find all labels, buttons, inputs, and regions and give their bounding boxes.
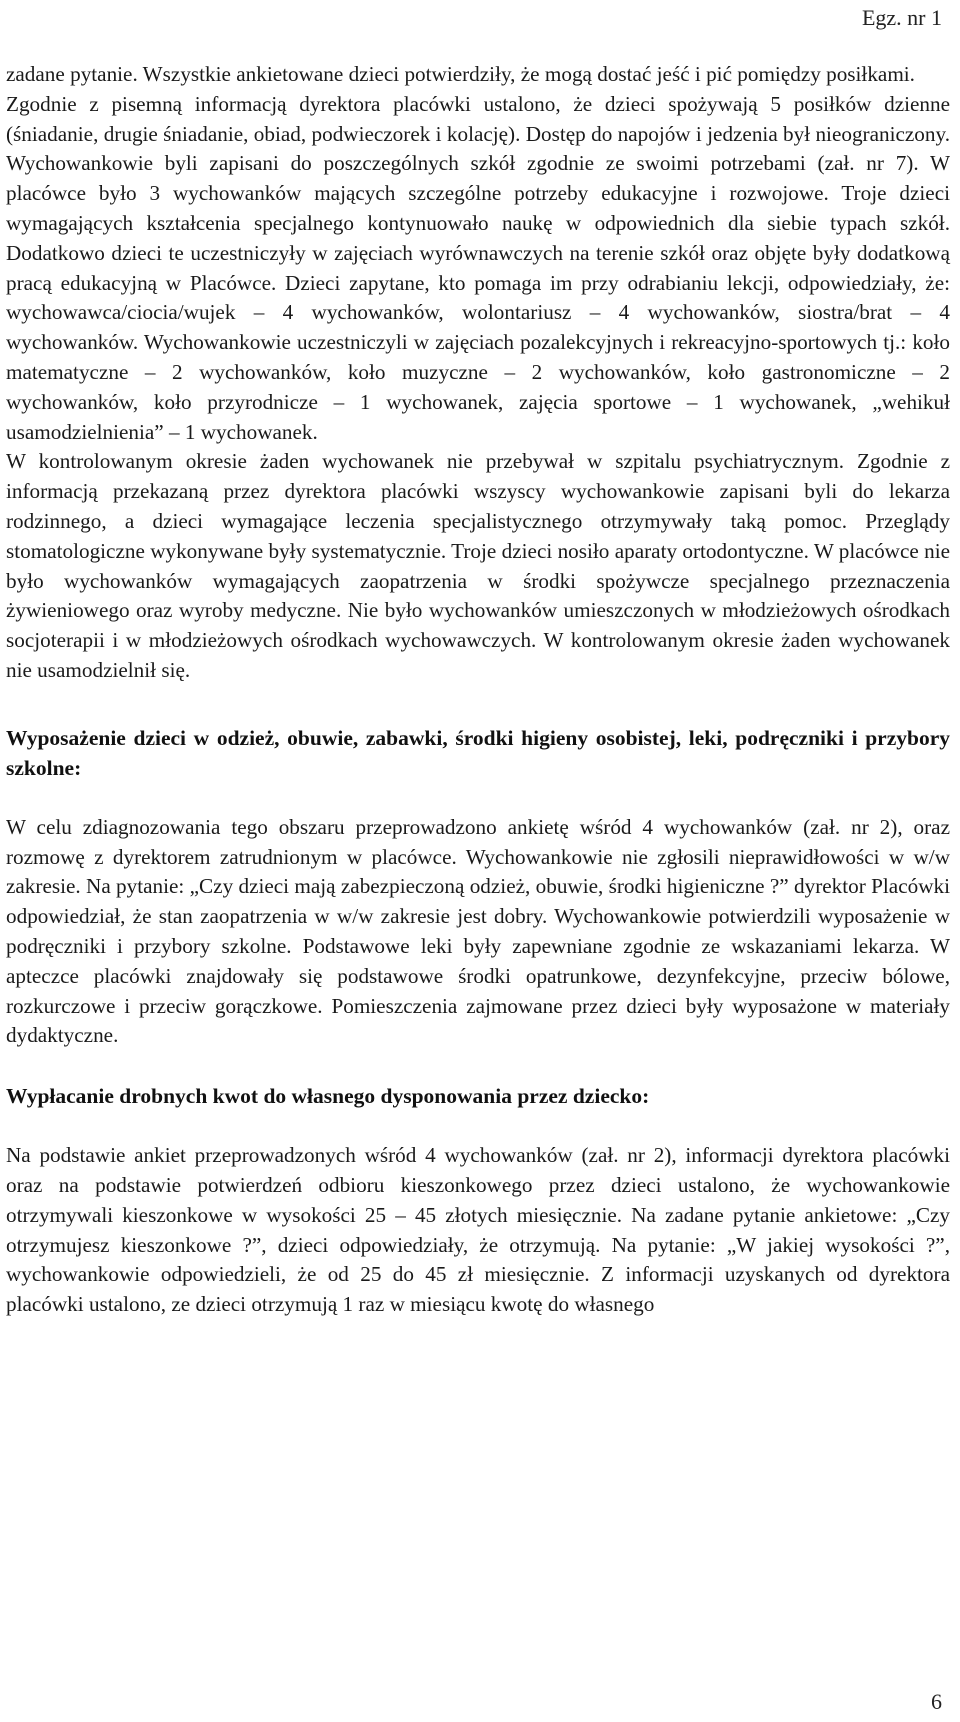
- section-heading-equipment: Wyposażenie dzieci w odzież, obuwie, zabawki, środki higieny osobistej, leki, podręczniki i przybory szkolne:: [6, 725, 950, 780]
- copy-number-label: Egz. nr 1: [861, 5, 942, 30]
- section-spacer: [6, 1111, 950, 1141]
- paragraph-equipment: W celu zdiagnozowania tego obszaru przeprowadzono ankietę wśród 4 wychowanków (zał. nr 2), oraz rozmowę z dyrektorem zatrudnionym w placówce. Wychowankowie nie zgłosili nieprawidłowości w w/w zakresie. Na pytanie: „Czy dzieci mają zabezpieczoną odzież, obuwie, środki higieniczne ?” dyrektor Placówki odpowiedział, że stan zaopatrzenia w w/w zakresie jest dobry. Wychowankowie potwierdzili wyposażenie w podręczniki i przybory szkolne. Podstawowe leki były zapewniane zgodnie ze wskazaniami lekarza. W apteczce placówki znajdowały się podstawowe środki opatrunkowe, dezynfekcyjne, przeciw bólowe, rozkurczowe i przeciw gorączkowe. Pomieszczenia zajmowane przez dzieci były wyposażone w materiały dydaktyczne.: [6, 814, 950, 1048]
- paragraph-health: W kontrolowanym okresie żaden wychowanek nie przebywał w szpitalu psychiatrycznym. Zgodnie z informacją przekazaną przez dyrektora placówki wszyscy wychowankowie zapisani byli do lekarza rodzinnego, a dzieci wymagające leczenia specjalistycznego otrzymywały taką pomoc. Przeglądy stomatologiczne wykonywane były systematycznie. Troje dzieci nosiło aparaty ortodontyczne. W placówce nie było wychowanków wymagających zaopatrzenia w środki spożywcze specjalnego przeznaczenia żywieniowego oraz wyroby medyczne. Nie było wychowanków umieszczonych w młodzieżowych ośrodkach socjoterapii i w młodzieżowych ośrodkach wychowawczych. W kontrolowanym okresie żaden wychowanek nie usamodzielnił się.: [6, 449, 950, 682]
- paragraph-meals-education: Zgodnie z pisemną informacją dyrektora placówki ustalono, że dzieci spożywają 5 posiłków dzienne (śniadanie, drugie śniadanie, obiad, podwieczorek i kolację). Dostęp do napojów i jedzenia był nieograniczony. Wychowankowie byli zapisani do poszczególnych szkół zgodnie ze swoimi potrzebami (zał. nr 7). W placówce było 3 wychowanków mających szczególne potrzeby edukacyjne i rozwojowe. Troje dzieci wymagających kształcenia specjalnego kontynuowało naukę w odpowiednich dla siebie typach szkół. Dodatkowo dzieci te uczestniczyły w zajęciach wyrównawczych na terenie szkół oraz objęte były dodatkową pracą edukacyjną w Placówce. Dzieci zapytane, kto pomaga im przy odrabianiu lekcji, odpowiedziały, że: wychowawca/ciocia/wujek – 4 wychowanków, wolontariusz – 4 wychowanków, siostra/brat – 4 wychowanków. Wychowankowie uczestniczyli w zajęciach pozalekcyjnych i rekreacyjno-sportowych tj.: koło matematyczne – 2 wychowanków, koło muzyczne – 2 wychowanków, koło gastronomiczne – 2 wychowanków, koło przyrodnicze – 1 wychowanek, zajęcia sportowe – 1 wychowanek, „wehikuł usamodzielnienia” – 1 wychowanek.: [6, 91, 950, 444]
- paragraph-pocket-money: Na podstawie ankiet przeprowadzonych wśród 4 wychowanków (zał. nr 2), informacji dyrektora placówki oraz na podstawie potwierdzeń odbioru kieszonkowego przez dzieci ustalono, że wychowankowie otrzymywali kieszonkowe w wysokości 25 – 45 złotych miesięcznie. Na zadane pytanie ankietowe: „Czy otrzymujesz kieszonkowe ?”, dzieci odpowiedziały, że otrzymują. Na pytanie: „W jakiej wysokości ?”, wychowankowie odpowiedzieli, że od 25 do 45 zł miesięcznie. Z informacji uzyskanych od dyrektora placówki ustalono, ze dzieci otrzymują 1 raz w miesiącu kwotę do własnego: [6, 1143, 950, 1317]
- section-heading-pocket-money: Wypłacanie drobnych kwot do własnego dysponowania przez dziecko:: [6, 1084, 650, 1109]
- paragraph-intro: zadane pytanie. Wszystkie ankietowane dzieci potwierdziły, że mogą dostać jeść i pić pomiędzy posiłkami.: [6, 62, 915, 86]
- section-spacer: [6, 1051, 950, 1081]
- page-number: 6: [931, 1689, 942, 1714]
- section-spacer: [6, 783, 950, 813]
- page-content: [6, 60, 950, 1320]
- section-spacer: [6, 686, 950, 723]
